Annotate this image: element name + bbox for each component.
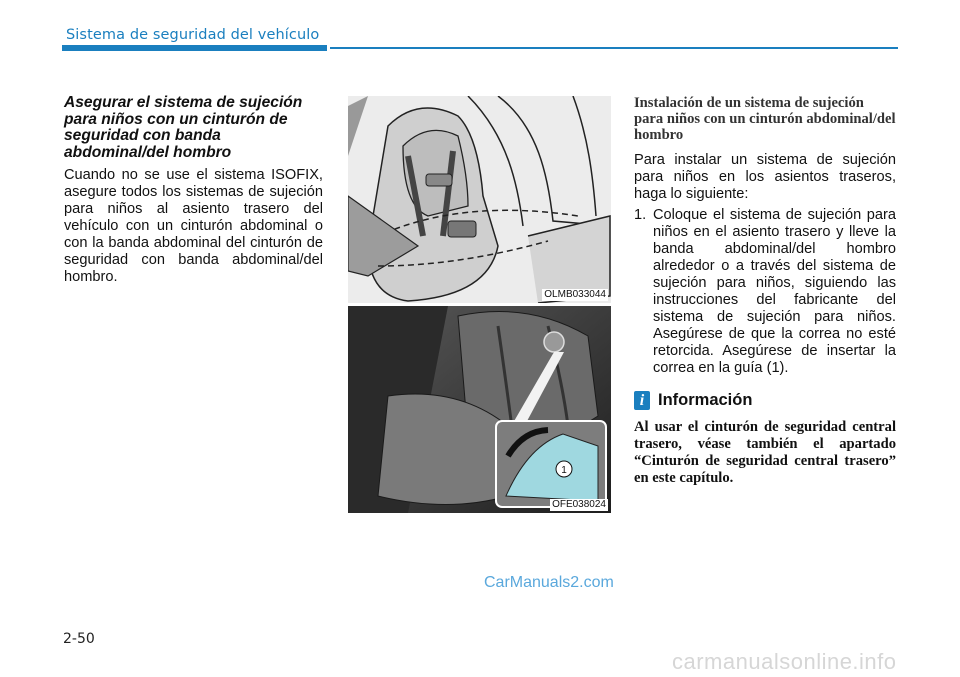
info-header bbox=[634, 391, 896, 410]
watermark-link[interactable]: CarManuals2.com bbox=[484, 574, 614, 591]
body-paragraph: Cuando no se use el sistema ISOFIX, asegure todos los sistemas de sujeción para niños al asiento trasero del vehículo con un cinturón abdominal o con la banda abdominal del cinturón de seguridad con banda abdominal/del hombro. bbox=[64, 167, 323, 285]
rear-seat-photo bbox=[348, 306, 611, 513]
list-item bbox=[634, 207, 896, 377]
section-title: Sistema de seguridad del vehículo bbox=[66, 27, 320, 43]
info-title: Información bbox=[658, 391, 753, 409]
figure-code: OLMB033044 bbox=[544, 289, 606, 300]
info-text: Al usar el cinturón de seguridad central trasero, véase también el apartado “Cinturón de seguridad central trasero” en este capítulo. bbox=[634, 419, 896, 486]
rear-seat-drawing bbox=[348, 306, 611, 513]
step-number: 1. bbox=[634, 207, 647, 223]
install-heading: Instalación de un sistema de sujeción para niños con un cinturón abdominal/del hombro bbox=[634, 95, 896, 143]
step-text: Coloque el sistema de sujeción para niños en el asiento trasero y lleve la banda abdominal/del hombro alrededor o a través del sistema de sujeción para niños, siguiendo las instrucciones del fabricante del sistema de sujeción para niños. Asegúrese de que la correa no esté retorcida. Asegúrese de insertar la correa en la guía (1). bbox=[653, 207, 896, 376]
header-rule bbox=[330, 47, 898, 49]
guide-callout-number: 1 bbox=[561, 465, 567, 476]
left-column bbox=[64, 95, 323, 286]
right-column bbox=[634, 95, 896, 487]
header-accent-bar bbox=[62, 45, 327, 51]
child-seat-drawing bbox=[348, 96, 611, 303]
figure-code: OFE038024 bbox=[552, 499, 606, 510]
info-icon: i bbox=[634, 391, 650, 410]
page-number: 2-50 bbox=[63, 631, 95, 647]
footer-watermark: carmanualsonline.info bbox=[672, 649, 897, 674]
install-intro: Para instalar un sistema de sujeción para niños en los asientos traseros, haga lo siguiente: bbox=[634, 152, 896, 202]
section-heading: Asegurar el sistema de sujeción para niños con un cinturón de seguridad con banda abdominal/del hombro bbox=[64, 94, 303, 161]
child-seat-illustration bbox=[348, 96, 611, 303]
